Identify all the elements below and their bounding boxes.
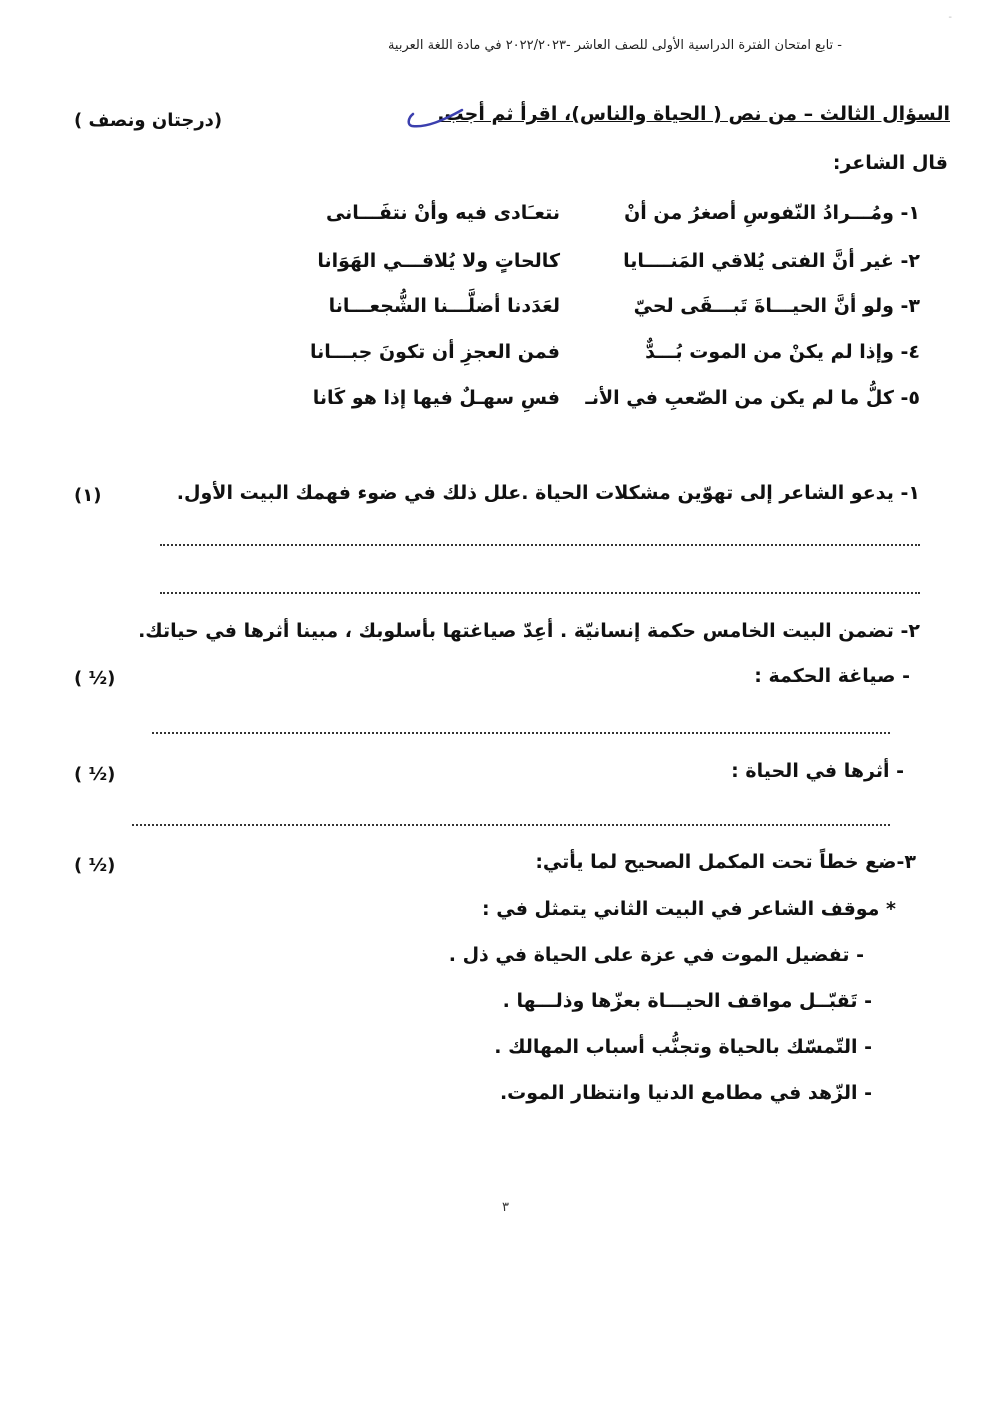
q1-answer-line-1[interactable] [160,544,920,546]
q2-sub1-label: - صياغة الحكمة : [754,665,910,687]
verse-2-second: كالحاتٍ ولا يُلاقـــي الهَوَانا [317,250,560,272]
page-number: ٣ [502,1200,509,1215]
poet-intro: قال الشاعر: [832,152,948,174]
q1-mark: (١) [74,485,102,506]
verse-3-second: لعَدَدنا أضلَّـــنا الشُّجعـــانا [328,295,560,317]
q3-text: ٣-ضع خطاً تحت المكمل الصحيح لما يأتي: [535,851,916,873]
q3-option-2[interactable]: - تَقبّــل مواقف الحيـــاة بعزّها وذلـــها . [502,990,872,1012]
q2-text: ٢- تضمن البيت الخامس حكمة إنسانيّة . أعِدّ صياغتها بأسلوبك ، مبينا أثرها في حياتك. [138,620,920,642]
question-points: (درجتان ونصف ) [74,110,223,131]
verse-5-second: فسِ سهـلٌ فيها إذا هو كَانا [312,387,560,409]
verse-2-first: ٢- غير أنَّ الفتى يُلاقي المَنــــايا [623,250,920,272]
q2-sub1-answer-line[interactable] [152,732,890,734]
verse-4-first: ٤- وإذا لم يكنْ من الموت بُـــدٌّ [645,341,920,363]
q2-sub2-answer-line[interactable] [132,824,890,826]
q3-option-3[interactable]: - التّمسّك بالحياة وتجنُّب أسباب المهالك . [494,1036,872,1058]
q2-sub2-label: - أثرها في الحياة : [731,760,904,782]
verse-4-second: فمن العجزِ أن تكونَ جبـــانا [310,341,560,363]
page-header: - تابع امتحان الفترة الدراسية الأولى للصف العاشر -٢٠٢٢/٢٠٢٣ في مادة اللغة العربية [387,38,842,53]
pen-check-mark [404,104,466,132]
q2-sub1-mark: ( ½) [74,668,116,689]
q2-sub2-mark: ( ½) [74,764,116,785]
q3-stem: * موقف الشاعر في البيت الثاني يتمثل في : [482,898,896,920]
q1-text: ١- يدعو الشاعر إلى تهوّين مشكلات الحياة .علل ذلك في ضوء فهمك البيت الأول. [176,482,920,504]
question-title: السؤال الثالث – من نص ( الحياة والناس)، اقرأ ثم أجب. [437,103,950,125]
q3-mark: ( ½) [74,855,116,876]
q1-answer-line-2[interactable] [160,592,920,594]
verse-3-first: ٣- ولو أنَّ الحيـــاةَ تَبـــقَى لحيّ [633,295,920,317]
corner-mark: - [948,12,952,23]
verse-1-second: نتعـَادى فيه وأنْ نتفَـــانى [325,202,560,224]
verse-1-first: ١- ومُـــرادُ النّفوسِ أصغرُ من أنْ [624,202,920,224]
verse-5-first: ٥- كلُّ ما لم يكن من الصّعبِ في الأنـ [585,387,920,409]
q3-option-4[interactable]: - الزّهد في مطامع الدنيا وانتظار الموت. [499,1082,872,1104]
q3-option-1[interactable]: - تفضيل الموت في عزة على الحياة في ذل . [448,944,864,966]
